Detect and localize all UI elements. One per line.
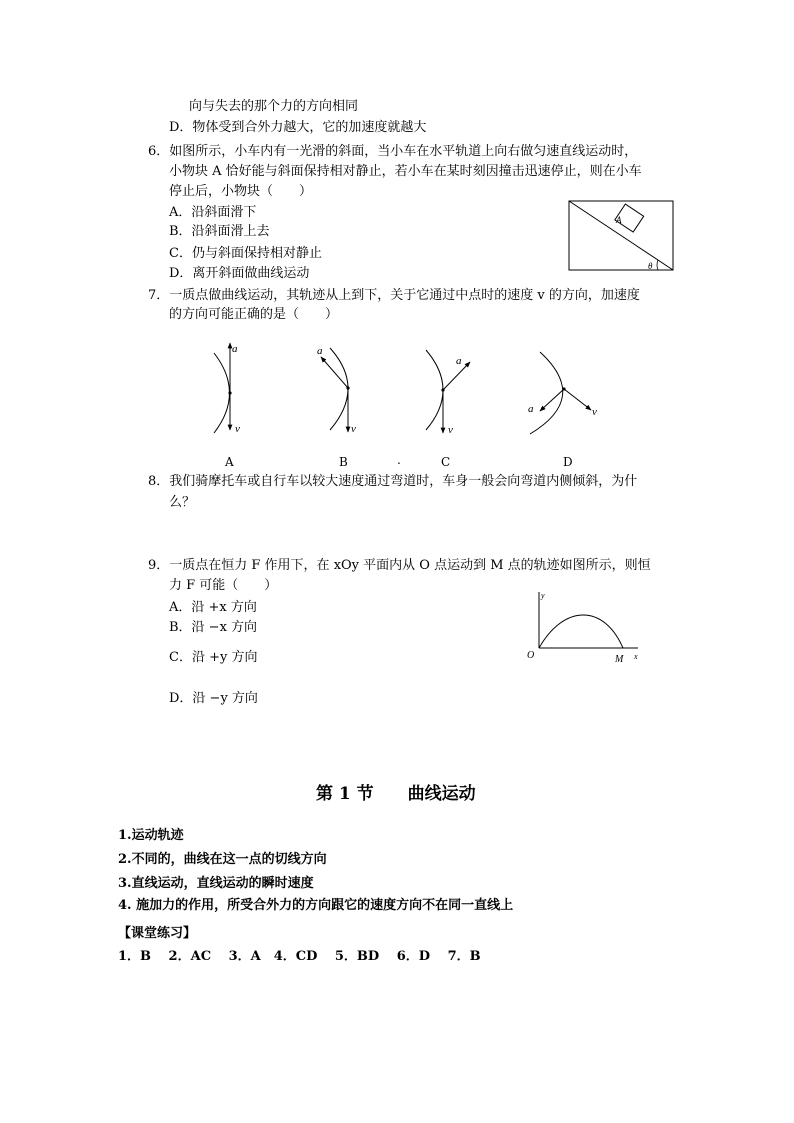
q6-option-a: A．沿斜面滑下	[169, 205, 257, 220]
q7-b-velocity-label: v	[351, 423, 356, 435]
q6-option-d: D．离开斜面做曲线运动	[169, 266, 310, 281]
q9-option-a: A．沿 +x 方向	[169, 600, 257, 615]
q7-a-velocity-label: v	[235, 423, 240, 435]
q6-line-3: 停止后，小物块（ ）	[169, 184, 313, 199]
q9-option-b: B．沿 −x 方向	[169, 620, 258, 635]
q7-label-d: D	[563, 455, 573, 469]
q7-c-accel-label: a	[456, 355, 462, 367]
q8-line-2: 么？	[169, 495, 196, 510]
answer-2: 2.不同的，曲线在这一点的切线方向	[118, 852, 327, 867]
q9-option-c: C．沿 +y 方向	[169, 650, 258, 665]
q7-line-2: 的方向可能正确的是（ ）	[169, 307, 339, 322]
q8-line-1: 8．我们骑摩托车或自行车以较大速度通过弯道时，车身一般会向弯道内侧倾斜，为什	[148, 474, 638, 489]
q7-label-a: A	[225, 455, 234, 469]
q6-incline-figure	[566, 199, 676, 273]
q7-c-velocity-label: v	[448, 424, 453, 436]
q7-a-accel-label: a	[232, 343, 238, 355]
q7-stray-dot: .	[397, 453, 401, 467]
q7-label-c: C	[441, 455, 451, 469]
q7-figure-c	[426, 350, 470, 436]
q7-figure-b	[317, 345, 356, 435]
q6-angle-label: θ	[648, 261, 653, 271]
q6-line-2: 小物块 A 恰好能与斜面保持相对静止，若小车在某时刻因撞击迅速停止，则在小车	[169, 164, 642, 179]
practice-answers: 1．B 2．AC 3．A 4．CD 5．BD 6．D 7．B	[118, 949, 481, 964]
q9-y-axis-label: y	[541, 591, 545, 600]
q7-line-1: 7．一质点做曲线运动，其轨迹从上到下，关于它通过中点时的速度 v 的方向，加速度	[148, 288, 640, 303]
q7-figure-d	[528, 352, 597, 434]
q6-block-label: A	[616, 215, 622, 225]
q6-option-b: B．沿斜面滑上去	[169, 224, 270, 239]
q9-trajectory-figure	[524, 586, 644, 668]
q5-continuation: 向与失去的那个力的方向相同	[189, 99, 359, 114]
q7-figures	[190, 338, 620, 473]
q7-d-velocity-label: v	[592, 406, 597, 418]
answer-1: 1.运动轨迹	[118, 828, 184, 843]
q9-line-1: 9．一质点在恒力 F 作用下，在 xOy 平面内从 O 点运动到 M 点的轨迹如图所示，则恒	[148, 558, 651, 573]
q6-line-1: 6．如图所示，小车内有一光滑的斜面，当小车在水平轨道上向右做匀速直线运动时，	[148, 144, 638, 159]
q9-origin-label: O	[527, 650, 535, 661]
section-title: 第 1 节 曲线运动	[316, 784, 476, 804]
answer-4: 4. 施加力的作用，所受合外力的方向跟它的速度方向不在同一直线上	[118, 898, 514, 913]
practice-heading: 【课堂练习】	[118, 926, 197, 941]
q7-d-accel-label: a	[528, 403, 534, 415]
q7-figure-a	[214, 343, 240, 435]
q7-label-b: B	[339, 455, 348, 469]
q7-b-accel-label: a	[317, 345, 323, 357]
q5-option-d: D．物体受到合外力越大，它的加速度就越大	[169, 120, 427, 135]
q9-x-axis-label: x	[634, 652, 638, 661]
q9-line-2: 力 F 可能（ ）	[169, 578, 278, 593]
q9-option-d: D．沿 −y 方向	[169, 691, 258, 706]
q9-point-m-label: M	[615, 654, 624, 665]
q6-option-c: C．仍与斜面保持相对静止	[169, 246, 322, 261]
answer-3: 3.直线运动，直线运动的瞬时速度	[118, 876, 314, 891]
